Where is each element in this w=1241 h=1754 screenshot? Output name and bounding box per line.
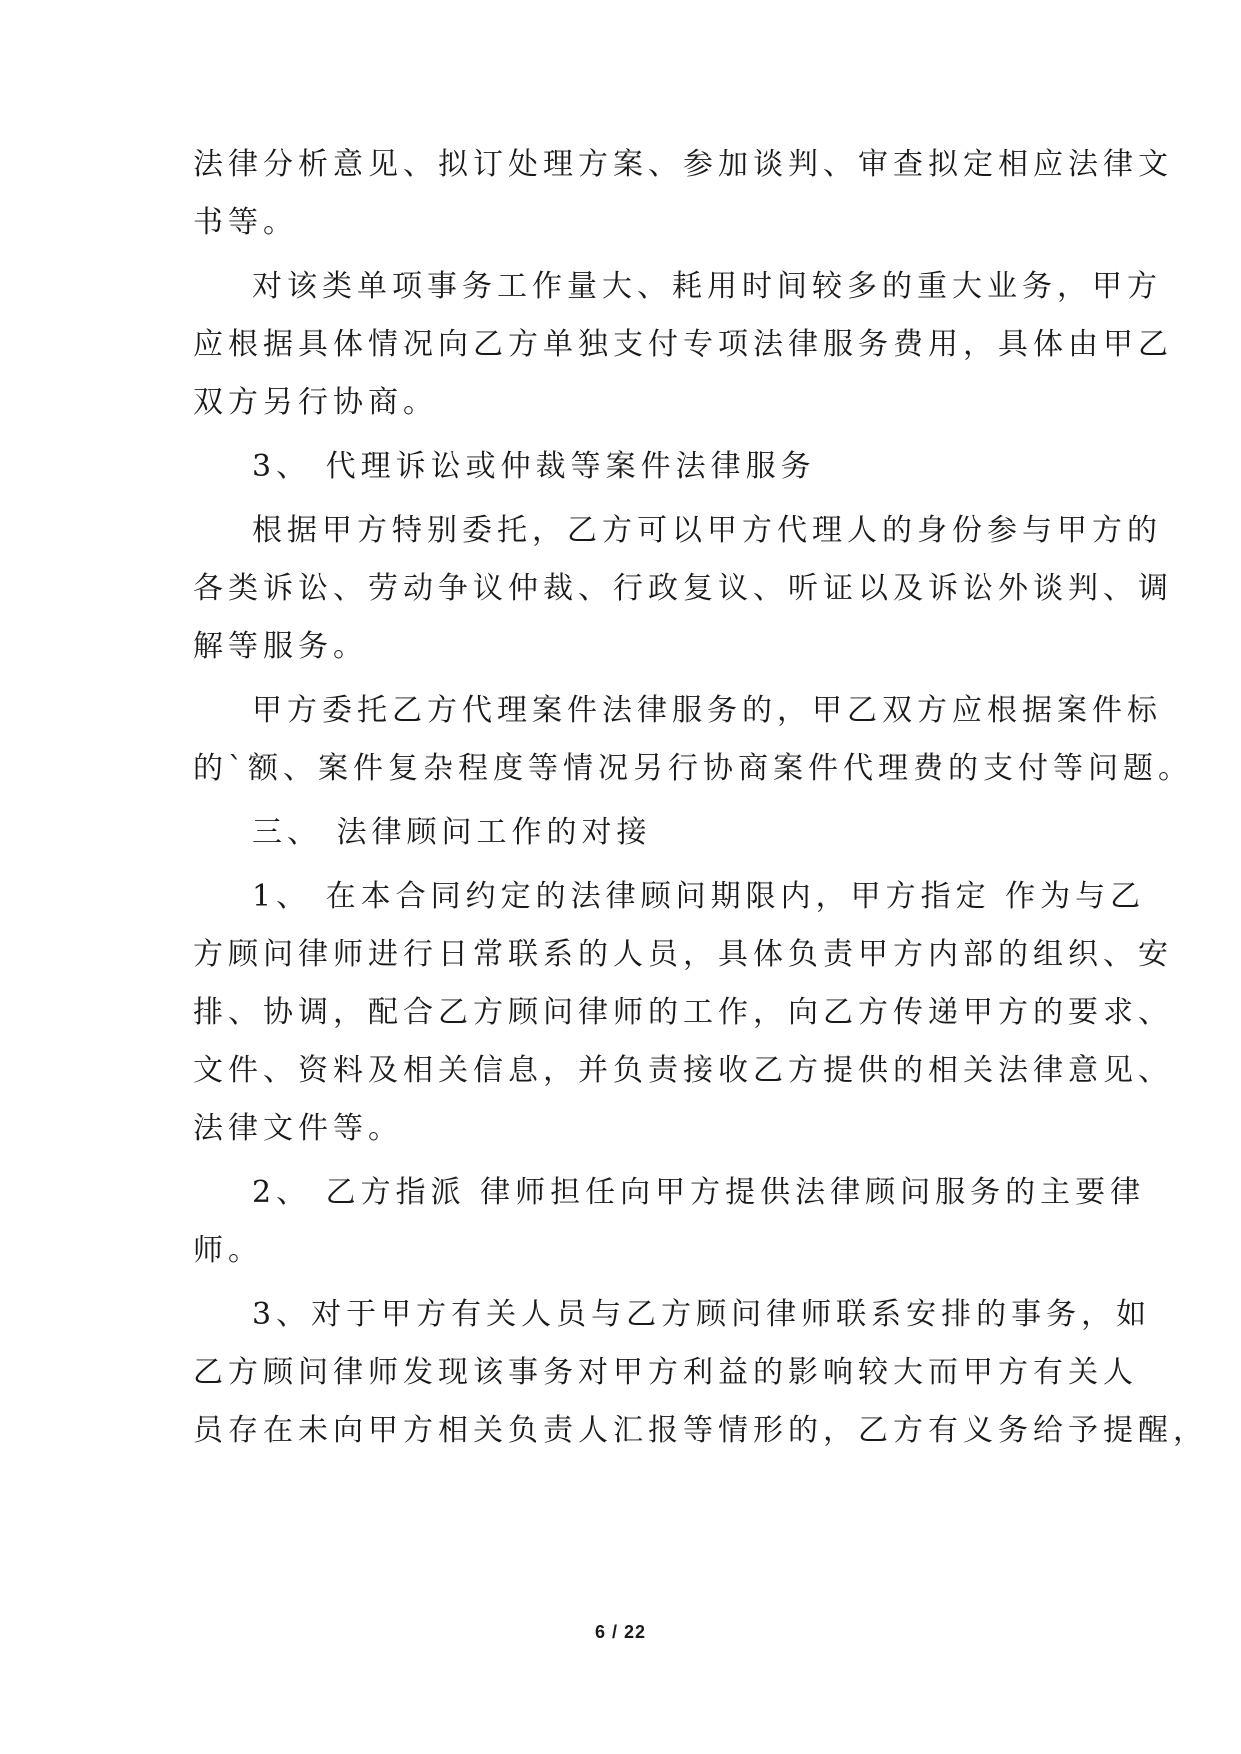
body-line: 员存在未向甲方相关负责人汇报等情形的，乙方有义务给予提醒，	[193, 1413, 1208, 1448]
body-line: 文件、资料及相关信息，并负责接收乙方提供的相关法律意见、	[193, 1053, 1173, 1088]
body-line: 双方另行协商。	[193, 385, 438, 420]
body-line: 方顾问律师进行日常联系的人员，具体负责甲方内部的组织、安	[193, 937, 1173, 972]
page-number: 6 / 22	[594, 1622, 647, 1642]
body-line: 书等。	[193, 205, 298, 240]
body-line: 2、 乙方指派 律师担任向甲方提供法律顾问服务的主要律	[252, 1175, 1146, 1210]
body-line: 根据甲方特别委托，乙方可以甲方代理人的身份参与甲方的	[252, 513, 1162, 548]
body-line: 对该类单项事务工作量大、耗用时间较多的重大业务，甲方	[252, 269, 1162, 304]
body-line: 的`额、案件复杂程度等情况另行协商案件代理费的支付等问题。	[193, 751, 1193, 786]
body-line: 各类诉讼、劳动争议仲裁、行政复议、听证以及诉讼外谈判、调	[193, 571, 1173, 606]
section-heading: 3、 代理诉讼或仲裁等案件法律服务	[252, 449, 816, 484]
body-line: 法律分析意见、拟订处理方案、参加谈判、审查拟定相应法律文	[193, 147, 1173, 182]
body-line: 法律文件等。	[193, 1111, 403, 1146]
body-line: 甲方委托乙方代理案件法律服务的，甲乙双方应根据案件标	[252, 693, 1162, 728]
body-line: 3、对于甲方有关人员与乙方顾问律师联系安排的事务，如	[252, 1297, 1152, 1332]
body-line: 应根据具体情况向乙方单独支付专项法律服务费用，具体由甲乙	[193, 327, 1173, 362]
body-line: 师。	[193, 1233, 263, 1268]
section-heading: 三、 法律顾问工作的对接	[252, 815, 652, 850]
body-line: 1、 在本合同约定的法律顾问期限内，甲方指定 作为与乙	[252, 879, 1146, 914]
body-line: 乙方顾问律师发现该事务对甲方利益的影响较大而甲方有关人	[193, 1355, 1138, 1390]
body-line: 排、协调，配合乙方顾问律师的工作，向乙方传递甲方的要求、	[193, 995, 1173, 1030]
body-line: 解等服务。	[193, 629, 368, 664]
